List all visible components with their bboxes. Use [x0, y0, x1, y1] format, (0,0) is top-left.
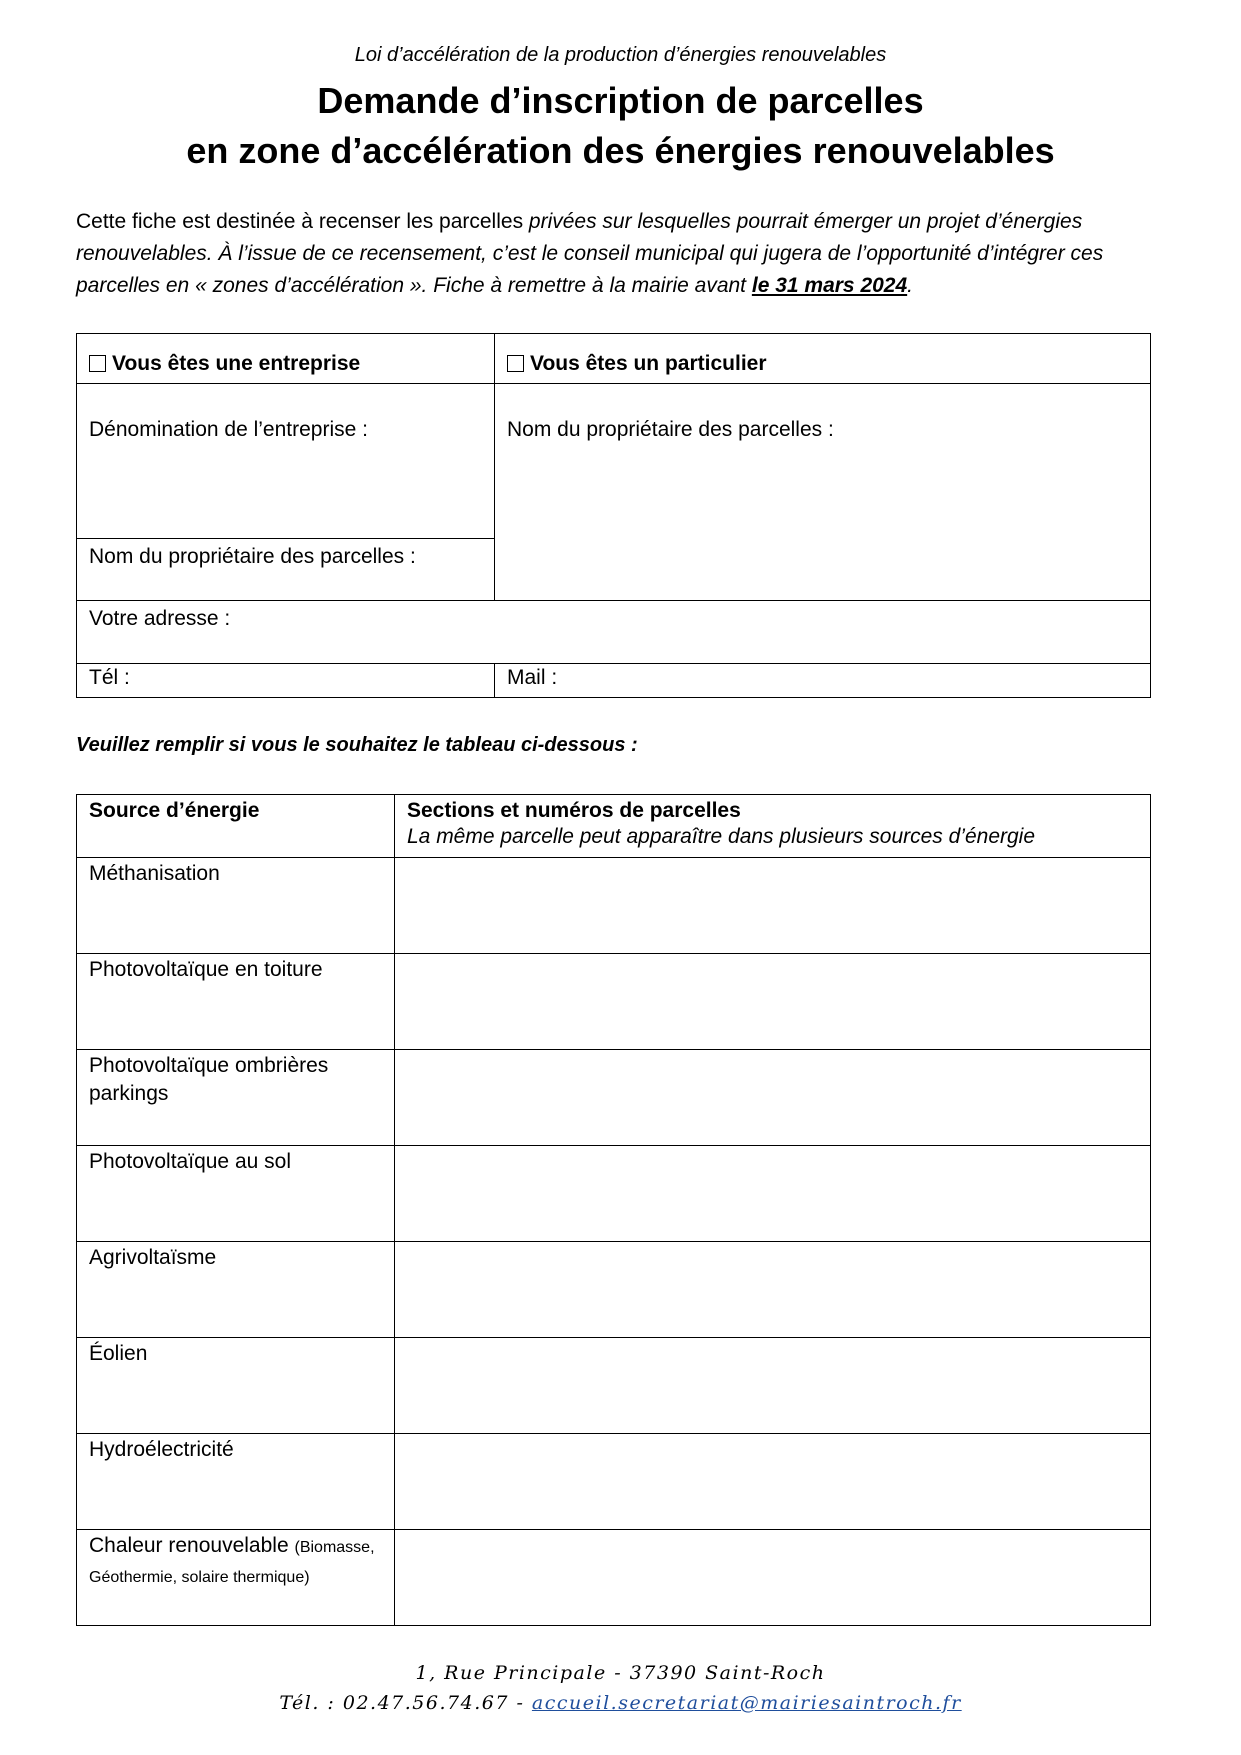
table-row — [77, 954, 1151, 1050]
parcelles-input[interactable] — [395, 1242, 1151, 1338]
deadline-date: le 31 mars 2024 — [751, 274, 908, 297]
source-label: Éolien — [77, 1338, 395, 1434]
footer-email-link[interactable]: accueil.secretariat@mairiesaintroch.fr — [531, 1692, 962, 1714]
entreprise-option[interactable] — [77, 334, 495, 384]
table-instruction: Veuillez remplir si vous le souhaitez le tableau ci-dessous : — [76, 734, 638, 756]
intro-text-1: Cette fiche est destinée à recenser les parcelles — [76, 210, 529, 233]
parcelles-input[interactable] — [395, 1146, 1151, 1242]
denomination-label: Dénomination de l’entreprise : — [89, 418, 368, 441]
tel-field[interactable] — [77, 664, 495, 698]
source-label: Chaleur renouvelable — [89, 1534, 289, 1557]
mail-field[interactable] — [495, 664, 1151, 698]
footer-contact — [0, 1692, 1241, 1714]
footer-phone: Tél. : 02.47.56.74.67 - — [279, 1692, 532, 1714]
particulier-checkbox[interactable] — [507, 355, 524, 372]
footer-address: 1, Rue Principale - 37390 Saint-Roch — [415, 1662, 826, 1684]
particulier-option[interactable] — [495, 334, 1151, 384]
table-row — [77, 1530, 1151, 1626]
source-label: Méthanisation — [77, 858, 395, 954]
parcelles-input[interactable] — [395, 858, 1151, 954]
intro-paragraph — [76, 206, 1166, 302]
tel-label: Tél : — [89, 666, 130, 689]
energy-sources-table — [76, 794, 1151, 1626]
source-label: Agrivoltaïsme — [77, 1242, 395, 1338]
adresse-label: Votre adresse : — [89, 607, 231, 630]
title-line-2: en zone d’accélération des énergies renouvelables — [186, 130, 1055, 171]
title-line-1: Demande d’inscription de parcelles — [317, 80, 924, 121]
entreprise-checkbox[interactable] — [89, 355, 106, 372]
table-row — [77, 1338, 1151, 1434]
source-label: Photovoltaïque en toiture — [77, 954, 395, 1050]
identity-form-table — [76, 333, 1151, 698]
table-row — [77, 858, 1151, 954]
source-note: (Biomasse, Géothermie, solaire thermique) — [89, 1539, 375, 1586]
law-subtitle: Loi d’accélération de la production d’énergies renouvelables — [354, 44, 887, 66]
mail-label: Mail : — [507, 666, 558, 689]
intro-text-3: . — [907, 274, 913, 297]
parcelles-input[interactable] — [395, 954, 1151, 1050]
parcelles-input[interactable] — [395, 1434, 1151, 1530]
parcelles-header-note: La même parcelle peut apparaître dans plusieurs sources d’énergie — [407, 825, 1036, 848]
parcelles-header — [395, 795, 1151, 858]
particulier-proprietaire-label: Nom du propriétaire des parcelles : — [507, 418, 834, 441]
table-row — [77, 1050, 1151, 1146]
entreprise-proprietaire-field[interactable] — [77, 539, 495, 601]
parcelles-header-label: Sections et numéros de parcelles — [407, 799, 741, 822]
entreprise-label: Vous êtes une entreprise — [112, 352, 361, 375]
source-header: Source d’énergie — [77, 795, 395, 858]
table-row — [77, 1242, 1151, 1338]
entreprise-proprietaire-label: Nom du propriétaire des parcelles : — [89, 545, 416, 568]
particulier-label: Vous êtes un particulier — [530, 352, 767, 375]
parcelles-input[interactable] — [395, 1530, 1151, 1626]
source-cell — [77, 1530, 395, 1626]
adresse-field[interactable] — [77, 601, 1151, 664]
table-row — [77, 1146, 1151, 1242]
parcelles-input[interactable] — [395, 1050, 1151, 1146]
intro-text-2: privées sur lesquelles pourrait émerger un projet d’énergies renouvelables. À l’issue de ce recensement, c’est le conseil municipal qui jugera de l’opportunité d’intégrer ces parcelles en « zones d’accélération ». Fiche à remettre à la mairie avant — [76, 210, 1104, 297]
table-row — [77, 1434, 1151, 1530]
denomination-field[interactable] — [77, 384, 495, 539]
page-title — [0, 76, 1241, 176]
source-label: Hydroélectricité — [77, 1434, 395, 1530]
parcelles-input[interactable] — [395, 1338, 1151, 1434]
source-label: Photovoltaïque ombrières parkings — [77, 1050, 395, 1146]
source-label: Photovoltaïque au sol — [77, 1146, 395, 1242]
particulier-proprietaire-field[interactable] — [495, 384, 1151, 601]
